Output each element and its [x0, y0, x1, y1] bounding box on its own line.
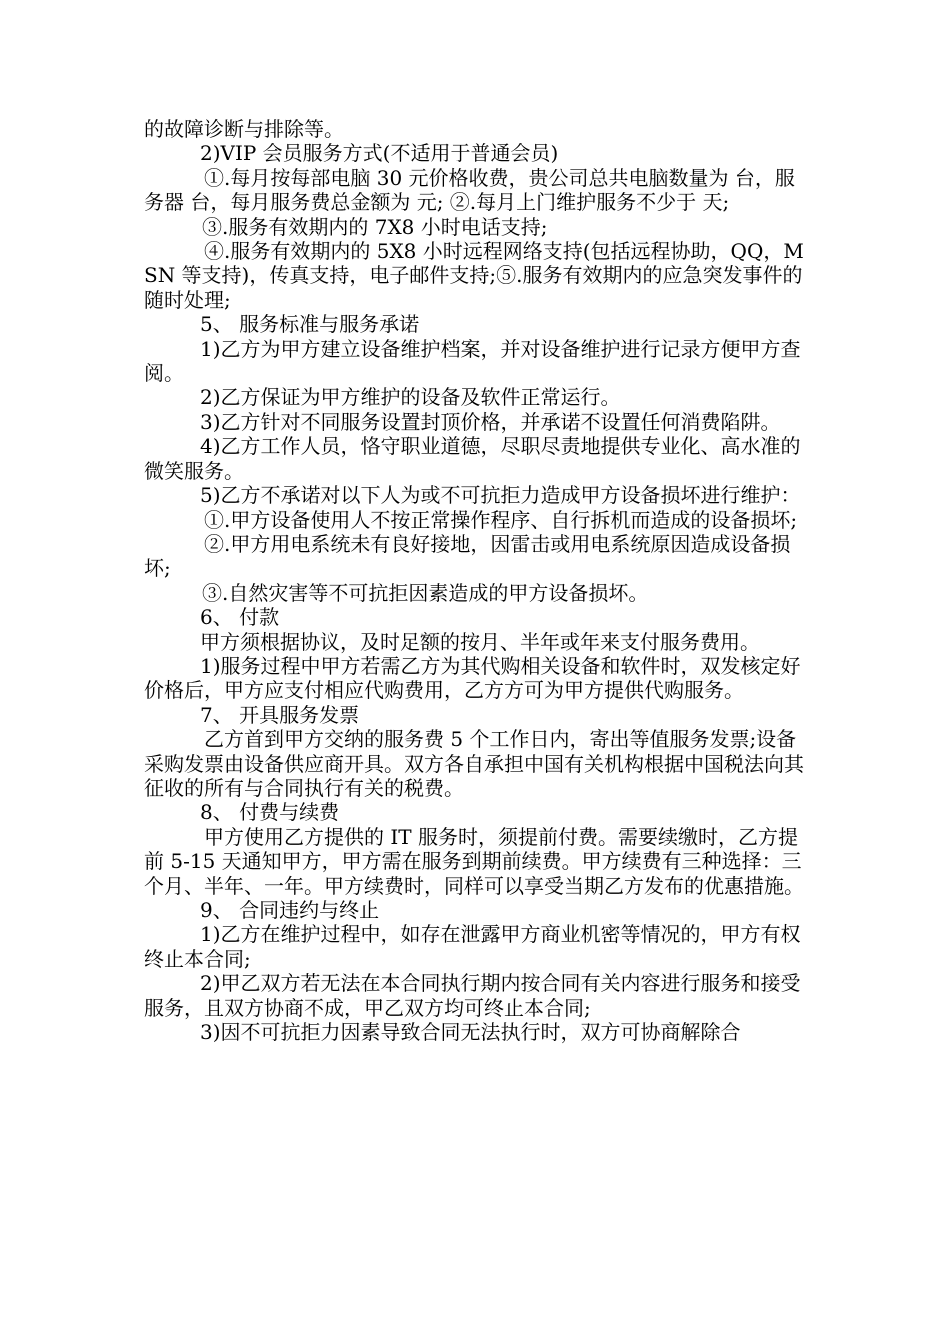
paragraph: 6、 付款	[200, 605, 280, 630]
paragraph: 8、 付费与续费	[200, 800, 340, 825]
paragraph: ④.服务有效期内的 5X8 小时远程网络支持(包括远程协助，QQ，MSN 等支持)，传真支持，电子邮件支持;⑤.服务有效期内的应急突发事件的随时处理;	[144, 239, 804, 312]
paragraph: 乙方首到甲方交纳的服务费 5 个工作日内，寄出等值服务发票;设备采购发票由设备供应商开具。双方各自承担中国有关机构根据中国税法向其征收的所有与合同执行有关的税费。	[144, 727, 804, 800]
paragraph: 5、 服务标准与服务承诺	[200, 312, 420, 337]
paragraph: ③.服务有效期内的 7X8 小时电话支持;	[202, 214, 548, 239]
paragraph: 甲方使用乙方提供的 IT 服务时，须提前付费。需要续缴时，乙方提前 5-15 天通知甲方，甲方需在服务到期前续费。甲方续费有三种选择：三个月、半年、一年。甲方续费时，同样可以享受当期乙方发布的优惠措施。	[144, 824, 804, 898]
paragraph: ③.自然灾害等不可抗拒因素造成的甲方设备损坏。	[202, 580, 649, 605]
paragraph: 7、 开具服务发票	[200, 702, 360, 727]
paragraph: 5)乙方不承诺对以下人为或不可抗拒力造成甲方设备损坏进行维护：	[200, 483, 801, 508]
paragraph: 3)因不可抗拒力因素导致合同无法执行时，双方可协商解除合	[200, 1020, 741, 1045]
paragraph: 2)甲乙双方若无法在本合同执行期内按合同有关内容进行服务和接受服务，且双方协商不成，甲乙双方均可终止本合同;	[144, 971, 801, 1020]
paragraph: 2)乙方保证为甲方维护的设备及软件正常运行。	[200, 385, 621, 410]
paragraph: ①.每月按每部电脑 30 元价格收费，贵公司总共电脑数量为 台，服务器 台，每月服务费总金额为 元; ②.每月上门维护服务不少于 天;	[144, 165, 795, 215]
paragraph: ②.甲方用电系统未有良好接地，因雷击或用电系统原因造成设备损坏;	[144, 531, 791, 581]
document-body	[144, 117, 814, 1044]
paragraph: 4)乙方工作人员，恪守职业道德，尽职尽责地提供专业化、高水准的微笑服务。	[144, 434, 801, 483]
paragraph: 1)服务过程中甲方若需乙方为其代购相关设备和软件时，双发核定好价格后，甲方应支付相应代购费用，乙方方可为甲方提供代购服务。	[144, 653, 801, 703]
paragraph: 的故障诊断与排除等。	[144, 117, 344, 141]
paragraph: 9、 合同违约与终止	[200, 898, 380, 922]
paragraph: 3)乙方针对不同服务设置封顶价格，并承诺不设置任何消费陷阱。	[200, 409, 781, 434]
paragraph: 1)乙方在维护过程中，如存在泄露甲方商业机密等情况的，甲方有权终止本合同;	[144, 922, 801, 971]
paragraph: 甲方须根据协议，及时足额的按月、半年或年来支付服务费用。	[200, 629, 760, 654]
paragraph: 1)乙方为甲方建立设备维护档案，并对设备维护进行记录方便甲方查阅。	[144, 336, 801, 386]
paragraph: ①.甲方设备使用人不按正常操作程序、自行拆机而造成的设备损坏;	[204, 507, 798, 532]
paragraph: 2)VIP 会员服务方式(不适用于普通会员)	[200, 141, 559, 166]
